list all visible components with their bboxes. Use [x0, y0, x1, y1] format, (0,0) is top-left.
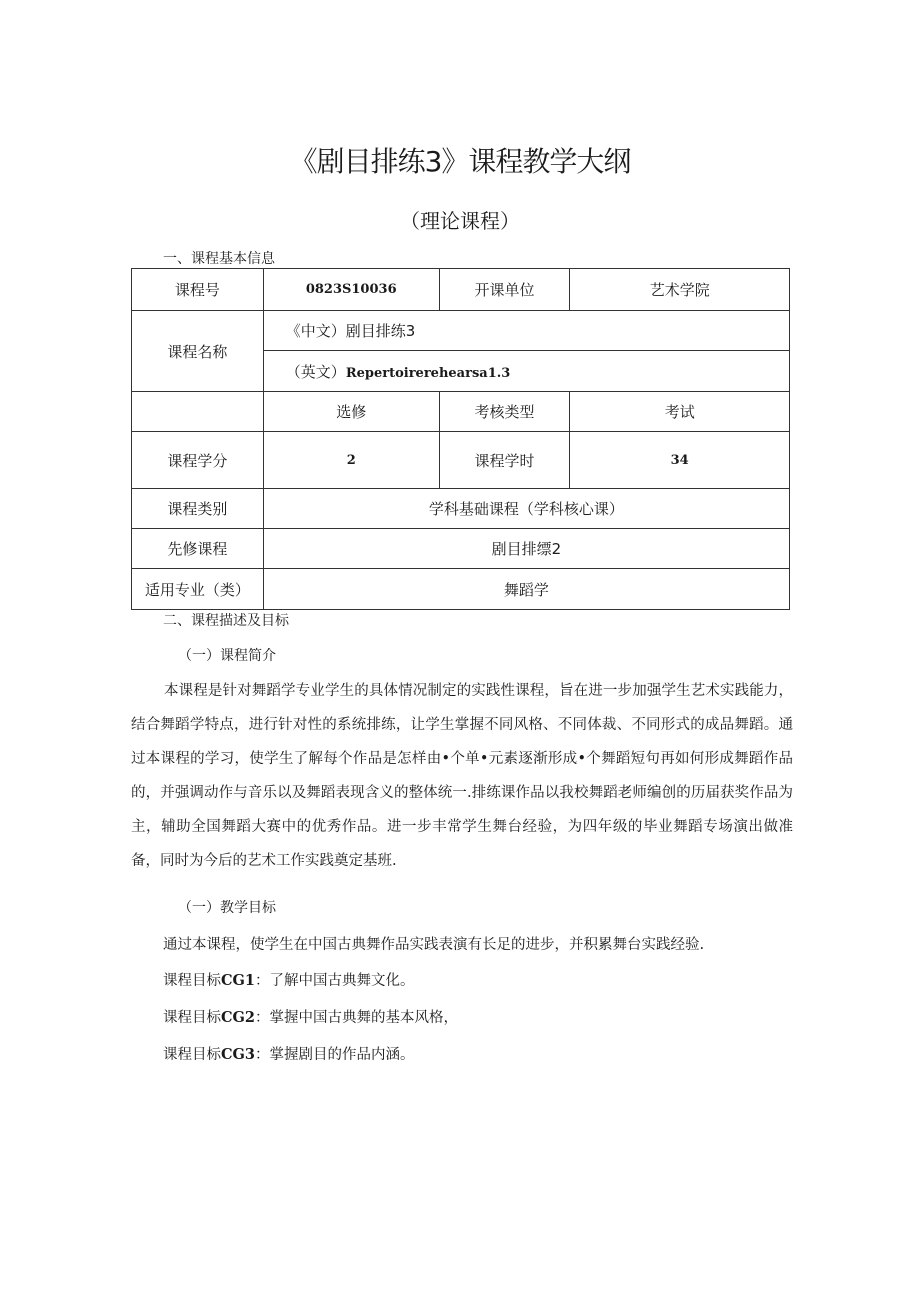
table-row [132, 392, 790, 432]
table-row [132, 529, 790, 569]
intro-paragraph: 本课程是针对舞蹈学专业学生的具体情况制定的实践性课程，旨在进一步加强学生艺术实践能力，结合舞蹈学特点，进行针对性的系统排练，让学生掌握不同风格、不同体裁、不同形式的成品舞蹈。通过本课程的学习，使学生了解每个作品是怎样由•个单•元素逐渐形成•个舞蹈短句再如何形成舞蹈作品的，并强调动作与音乐以及舞蹈表现含义的整体统一.排练课作品以我校舞蹈老师编创的历届获奖作品为主，辅助全国舞蹈大赛中的优秀作品。进一步丰常学生舞台经验，为四年级的毕业舞蹈专场演出做准备，同时为今后的艺术工作实践奠定基班. [131, 683, 793, 869]
category-value: 学科基础课程（学科核心课） [263, 489, 789, 529]
table-row [132, 269, 790, 311]
table-row [132, 489, 790, 529]
goals-heading: （一）教学目标 [178, 900, 276, 916]
section-heading-description: 二、课程描述及目标 [163, 613, 289, 629]
course-info-table [131, 268, 790, 610]
course-type-value: 选修 [263, 392, 439, 432]
table-row [132, 432, 790, 489]
goal-code: CG2 [221, 1009, 256, 1026]
goal-text: ：了解中国古典舞文化。 [255, 973, 415, 989]
table-row [132, 311, 790, 351]
page-title: 《剧目排练3》课程教学大纲 [289, 145, 631, 178]
goal-prefix: 课程目标 [163, 1010, 221, 1026]
section-heading-basic-info: 一、课程基本信息 [163, 251, 275, 267]
goal-item [163, 969, 415, 990]
goal-code: CG3 [221, 1046, 256, 1063]
major-value: 舞蹈学 [263, 569, 789, 610]
credits-value: 2 [263, 432, 439, 489]
table-row [132, 569, 790, 610]
goal-prefix: 课程目标 [163, 973, 221, 989]
assessment-label: 考核类型 [439, 392, 570, 432]
prereq-label: 先修课程 [132, 529, 264, 569]
empty-cell [132, 392, 264, 432]
goals-intro: 通过本课程，使学生在中国古典舞作品实践表演有长足的进步，并积累舞台实践经验. [163, 937, 705, 953]
course-name-en-value: Repertoirerehearsa1.3 [345, 365, 511, 381]
goal-item [163, 1043, 415, 1064]
hours-value: 34 [570, 432, 790, 489]
category-label: 课程类别 [132, 489, 264, 529]
goal-code: CG1 [221, 972, 256, 989]
course-code-value: 0823S10036 [263, 269, 439, 311]
course-name-en [263, 351, 789, 392]
goal-text: ：掌握中国古典舞的基本风格， [255, 1010, 459, 1026]
page-subtitle: （理论课程） [400, 209, 520, 233]
dept-value: 艺术学院 [570, 269, 790, 311]
credits-label: 课程学分 [132, 432, 264, 489]
dept-label: 开课单位 [439, 269, 570, 311]
prereq-value: 剧目排缥2 [263, 529, 789, 569]
course-name-label: 课程名称 [132, 311, 264, 392]
hours-label: 课程学时 [439, 432, 570, 489]
goal-item [163, 1006, 458, 1027]
assessment-value: 考试 [570, 392, 790, 432]
goal-text: ：掌握剧目的作品内涵。 [255, 1047, 415, 1063]
course-code-label: 课程号 [132, 269, 264, 311]
major-label: 适用专业（类） [132, 569, 264, 610]
goal-prefix: 课程目标 [163, 1047, 221, 1063]
course-name-cn: 《中文）剧目排练3 [263, 311, 789, 351]
course-name-en-prefix: （英文） [285, 362, 346, 381]
intro-heading: （一）课程简介 [178, 648, 276, 664]
